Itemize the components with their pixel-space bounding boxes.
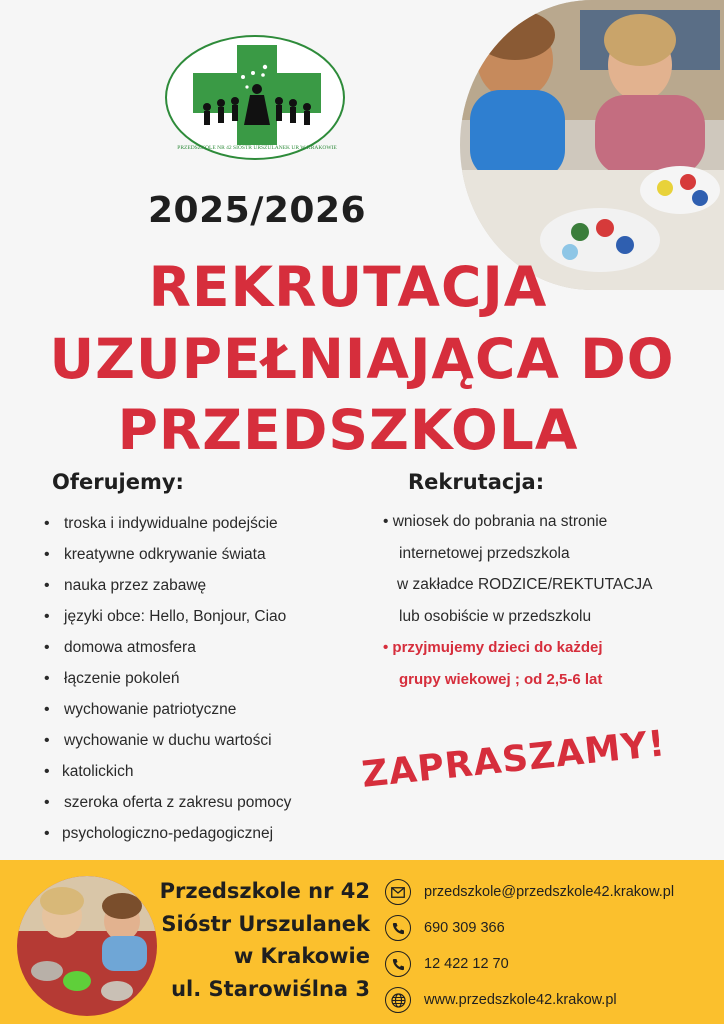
email-address[interactable]: przedszkole@przedszkole42.krakow.pl [424,884,675,900]
contact-list [385,874,674,1018]
contact-phone-landline[interactable] [385,946,674,982]
headline-line-2: UZUPEŁNIAJĄCA DO [49,327,675,391]
kindergarten-logo [165,35,345,160]
list-item-continuation: • psychologiczno-pedagogicznej [44,818,374,849]
phone-number[interactable]: 690 309 366 [424,920,505,936]
envelope-icon [385,879,411,905]
recruitment-line: internetowej przedszkola [399,544,570,562]
children-painting-photo [460,0,724,290]
recruitment-highlight: grupy wiekowej ; od 2,5-6 lat [399,670,603,688]
kindergarten-address [150,875,370,1005]
recruitment-info [383,506,683,695]
recruitment-highlight: • przyjmujemy dzieci do każdej [383,639,603,656]
list-item: • wychowanie patriotyczne [44,694,374,725]
list-item: • szeroka oferta z zakresu pomocy [44,787,374,818]
address-line: Przedszkole nr 42 [159,879,370,903]
address-line: w Krakowie [233,944,370,968]
phone-number[interactable]: 12 422 12 70 [424,956,509,972]
contact-phone-mobile[interactable] [385,910,674,946]
list-item: • kreatywne odkrywanie świata [44,539,374,570]
list-item: • domowa atmosfera [44,632,374,663]
recruitment-line: • wniosek do pobrania na stronie [383,513,608,530]
recruitment-title: Rekrutacja: [408,470,545,494]
list-item: • wychowanie w duchu wartości [44,725,374,756]
globe-icon [385,987,411,1013]
list-item-continuation: • katolickich [44,756,374,787]
recruitment-line: lub osobiście w przedszkolu [399,607,592,625]
school-year: 2025/2026 [148,190,367,231]
offer-title: Oferujemy: [52,470,184,494]
footer [0,860,724,1024]
headline-line-1: REKRUTACJA [148,255,548,319]
address-line: Sióstr Urszulanek [161,911,370,936]
list-item: • troska i indywidualne podejście [44,508,374,539]
phone-icon [385,951,411,977]
address-line: ul. Starowiślna 3 [171,976,370,1001]
contact-email[interactable] [385,874,674,910]
headline-line-3: PRZEDSZKOLA [117,398,579,462]
phone-icon [385,915,411,941]
website-url[interactable]: www.przedszkole42.krakow.pl [424,992,617,1008]
list-item: • języki obce: Hello, Bonjour, Ciao [44,601,374,632]
contact-website[interactable] [385,982,674,1018]
logo-ring-text: PRZEDSZKOLE NR 42 SIÓSTR URSZULANEK UR W KRAKOWIE [177,145,337,151]
recruitment-line: w zakładce RODZICE/REKTUTACJA [397,576,653,593]
list-item: • łączenie pokoleń [44,663,374,694]
invitation-text: ZAPRASZAMY! [359,723,668,796]
children-crafts-photo [17,876,157,1016]
list-item: • nauka przez zabawę [44,570,374,601]
offer-list [44,508,374,849]
